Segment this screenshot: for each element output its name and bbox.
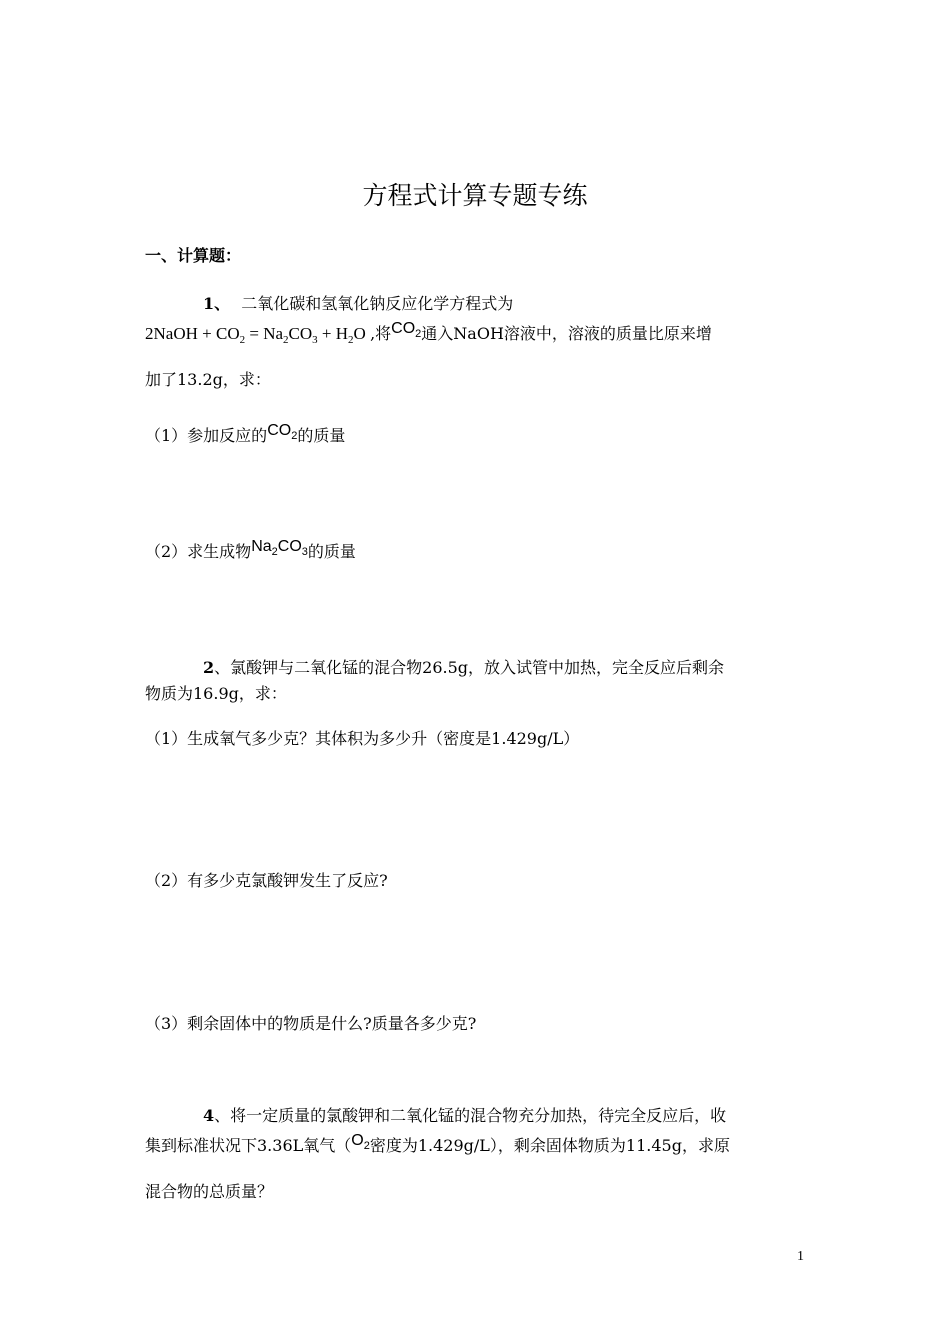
q1-equation: 2NaOH + $CO_2 = Na_2CO_3 + H_2O$ xyxy=(145,324,366,346)
q4-line1: 4、将一定质量的氯酸钾和二氧化锰的混合物充分加热，待完全反应后，收 xyxy=(203,1106,727,1125)
page-number: 1 xyxy=(797,1249,804,1264)
q1-sub2-chem: $Na_2CO_3$ xyxy=(251,538,308,558)
q4-o2-chem: $O_2$ xyxy=(351,1132,370,1152)
section-heading: 一、计算题： xyxy=(145,246,242,265)
q1-co2-label: $CO_2$ xyxy=(391,320,422,340)
q2-line2: 物质为16.9g，求： xyxy=(145,684,287,703)
q2-number: 2 xyxy=(203,658,215,677)
q1-line3: 加了13.2g，求： xyxy=(145,370,271,389)
q1-sub1: （1）参加反应的$CO_2$的质量 xyxy=(145,422,346,445)
q2-line1: 2、氯酸钾与二氧化锰的混合物26.5g，放入试管中加热，完全反应后剩余 xyxy=(203,658,725,677)
q4-line3: 混合物的总质量？ xyxy=(145,1182,274,1201)
q1-equation-line xyxy=(145,322,712,348)
q1-intro: 二氧化碳和氢氧化钠反应化学方程式为 xyxy=(241,294,514,313)
q2-sub3: （3）剩余固体中的物质是什么?质量各多少克? xyxy=(145,1014,477,1033)
q4-number: 4 xyxy=(203,1106,215,1125)
q1-sub2: （2）求生成物$Na_2CO_3$的质量 xyxy=(145,538,356,561)
q2-sub2: （2）有多少克氯酸钾发生了反应? xyxy=(145,871,388,890)
document-title: 方程式计算专题专练 xyxy=(362,181,588,210)
q1-line2-rest: 通入NaOH溶液中，溶液的质量比原来增 xyxy=(421,324,712,343)
q1-after-equation: ,将 xyxy=(370,324,392,343)
q4-line2: 集到标准状况下3.36L氧气（$O_2$密度为1.429g/L），剩余固体物质为11.45g，求原 xyxy=(145,1132,730,1155)
q1-sub1-chem: $CO_2$ xyxy=(267,422,298,442)
q1-number: 1、 xyxy=(203,294,231,313)
q2-sub1: （1）生成氧气多少克？其体积为多少升（密度是1.429g/L） xyxy=(145,729,580,748)
q1-intro-line xyxy=(203,292,513,316)
